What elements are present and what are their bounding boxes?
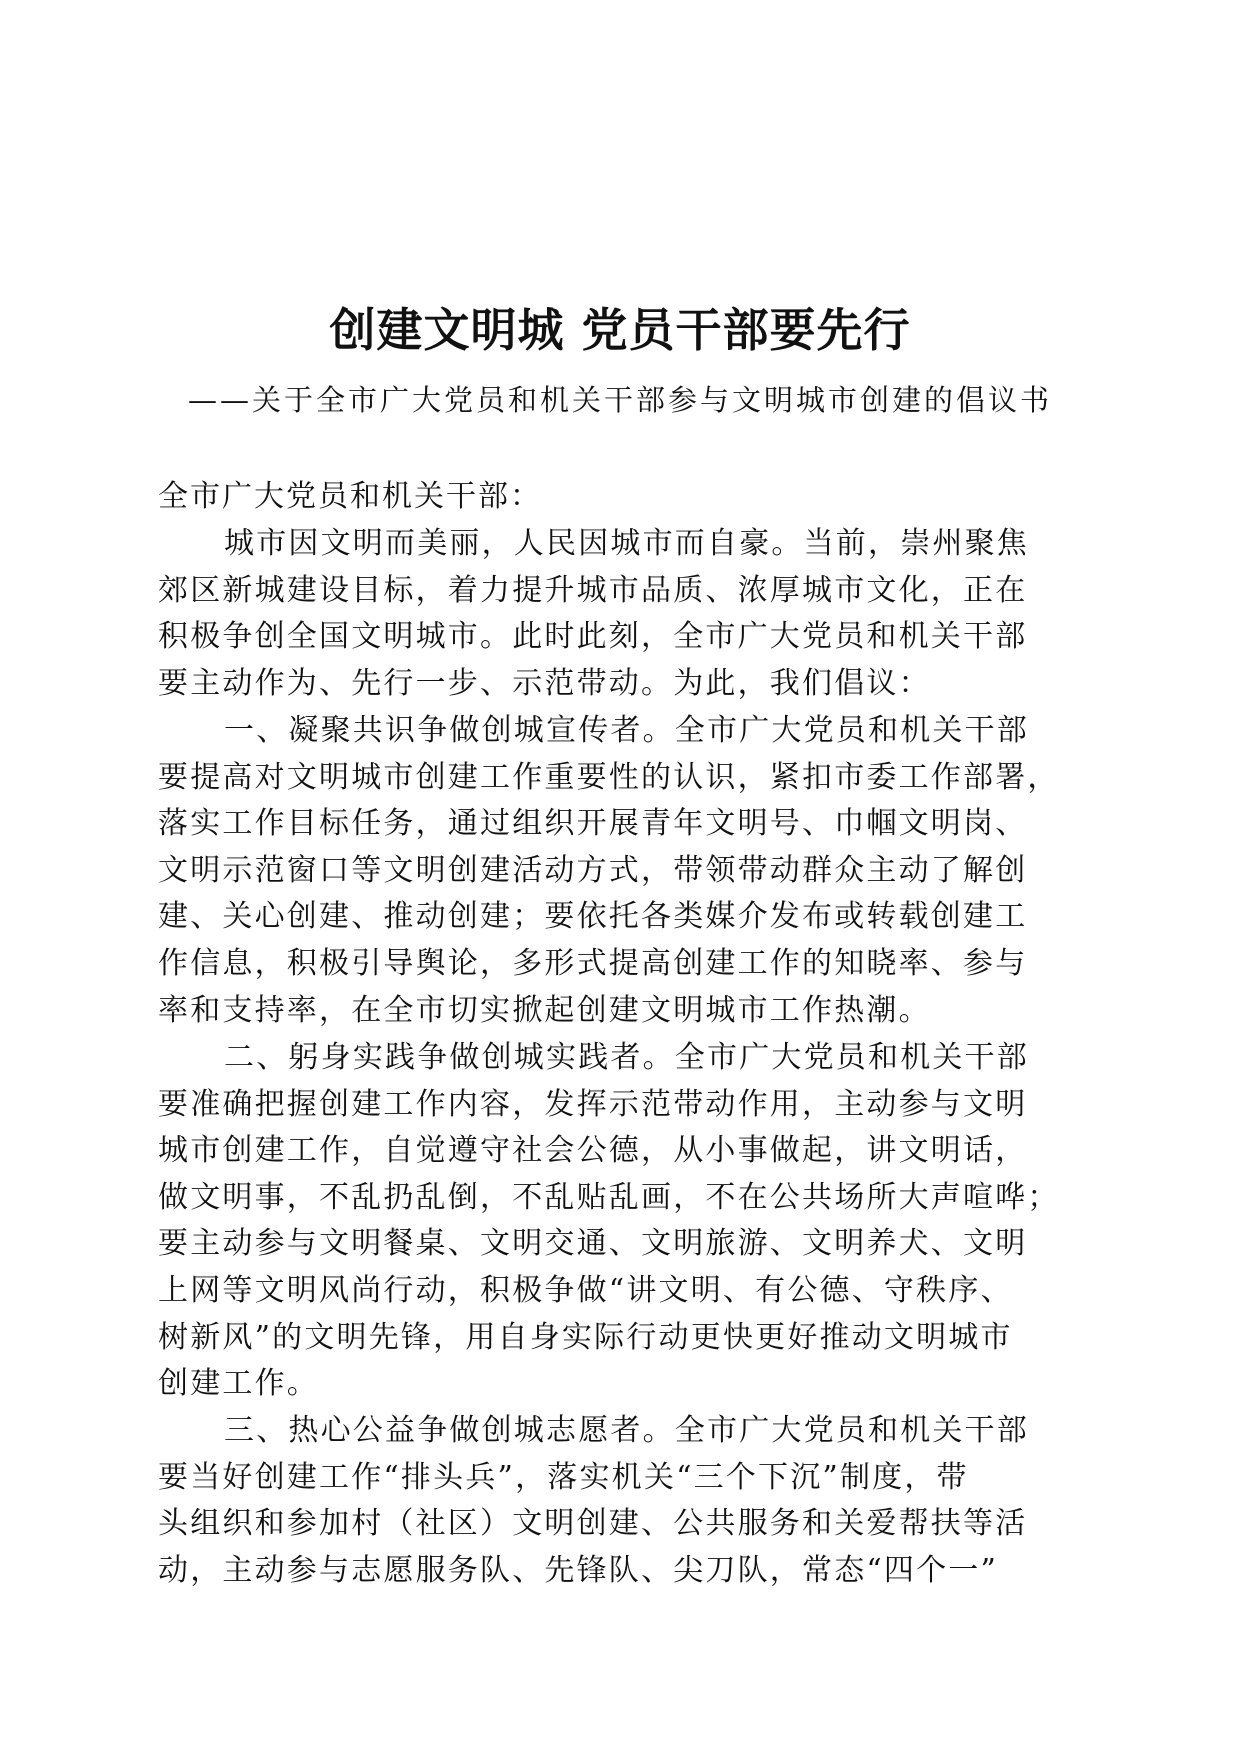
paragraph-proposal-two — [158, 1035, 1078, 1408]
paragraph-line: 头组织和参加村（社区）文明创建、公共服务和关爱帮扶等活 — [158, 1506, 1028, 1542]
paragraph-line: 动，主动参与志愿服务队、先锋队、尖刀队，常态“四个一” — [158, 1552, 999, 1588]
paragraph-line: 率和支持率，在全市切实掀起创建文明城市工作热潮。 — [158, 992, 931, 1028]
paragraph-line: 要准确把握创建工作内容，发挥示范带动作用，主动参与文明 — [158, 1086, 1028, 1122]
paragraph-line: 上网等文明风尚行动，积极争做“讲文明、有公德、守秩序、 — [158, 1272, 1013, 1308]
paragraph-line: 创建工作。 — [158, 1366, 319, 1402]
paragraph-proposal-three — [158, 1408, 1078, 1594]
document-subtitle: ——关于全市广大党员和机关干部参与文明城市创建的倡议书 — [187, 383, 1052, 417]
paragraph-line: 三、热心公益争做创城志愿者。全市广大党员和机关干部 — [224, 1413, 1029, 1448]
paragraph-line: 城市创建工作，自觉遵守社会公德，从小事做起，讲文明话， — [158, 1133, 1028, 1169]
paragraph-line: 积极争创全国文明城市。此时此刻，全市广大党员和机关干部 — [158, 619, 1028, 655]
paragraph-line: 文明示范窗口等文明创建活动方式，带领带动群众主动了解创 — [158, 852, 1028, 888]
paragraph-line: 要主动参与文明餐桌、文明交通、文明旅游、文明养犬、文明 — [158, 1226, 1028, 1262]
paragraph-proposal-one — [158, 708, 1078, 1034]
paragraph-line: 树新风”的文明先锋，用自身实际行动更快更好推动文明城市 — [158, 1319, 1013, 1355]
paragraph-line: 城市因文明而美丽，人民因城市而自豪。当前，崇州聚焦 — [224, 526, 1029, 561]
paragraph-line: 要主动作为、先行一步、示范带动。为此，我们倡议： — [158, 665, 931, 701]
document-title: 创建文明城 党员干部要先行 — [329, 303, 911, 357]
paragraph-line: 作信息，积极引导舆论，多形式提高创建工作的知晓率、参与 — [158, 945, 1028, 981]
paragraph-line: 建、关心创建、推动创建；要依托各类媒介发布或转载创建工 — [158, 899, 1028, 935]
paragraph-line: 要提高对文明城市创建工作重要性的认识，紧扣市委工作部署， — [158, 759, 1060, 795]
paragraph-line: 落实工作目标任务，通过组织开展青年文明号、巾帼文明岗、 — [158, 806, 1028, 842]
paragraph-line: 一、凝聚共识争做创城宣传者。全市广大党员和机关干部 — [224, 713, 1029, 748]
paragraph-intro — [158, 521, 1078, 707]
salutation: 全市广大党员和机关干部： — [158, 479, 542, 514]
paragraph-line: 要当好创建工作“排头兵”，落实机关“三个下沉”制度，带 — [158, 1459, 969, 1495]
paragraph-line: 郊区新城建设目标，着力提升城市品质、浓厚城市文化，正在 — [158, 572, 1028, 608]
paragraph-line: 二、躬身实践争做创城实践者。全市广大党员和机关干部 — [224, 1040, 1029, 1075]
paragraph-line: 做文明事，不乱扔乱倒，不乱贴乱画，不在公共场所大声喧哗； — [158, 1179, 1060, 1215]
